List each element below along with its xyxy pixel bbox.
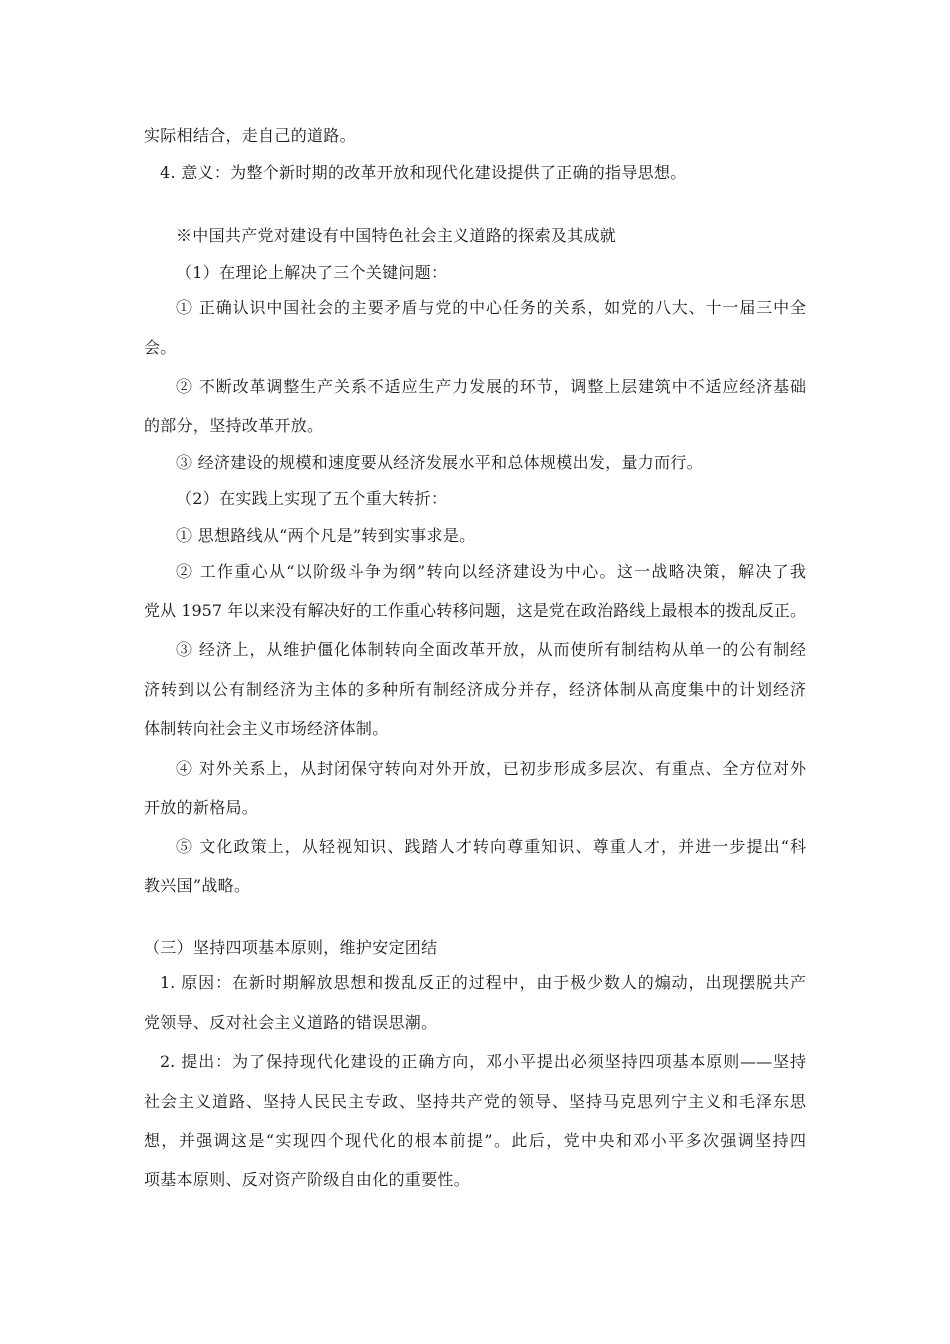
paragraph-line: ③ 经济上，从维护僵化体制转向全面改革开放，从而使所有制结构从单一的公有制经 bbox=[176, 640, 806, 659]
paragraph-line: ① 正确认识中国社会的主要矛盾与党的中心任务的关系，如党的八大、十一届三中全 bbox=[176, 298, 806, 317]
paragraph-line: 体制转向社会主义市场经济体制。 bbox=[144, 719, 389, 738]
paragraph-line: ② 不断改革调整生产关系不适应生产力发展的环节，调整上层建筑中不适应经济基础 bbox=[176, 377, 806, 396]
paragraph-line: 想，并强调这是“实现四个现代化的根本前提”。此后，党中央和邓小平多次强调坚持四 bbox=[144, 1131, 806, 1150]
paragraph-line: 实际相结合，走自己的道路。 bbox=[144, 126, 356, 145]
subsection-heading: （2）在实践上实现了五个重大转折： bbox=[176, 489, 448, 508]
paragraph-line: ④ 对外关系上，从封闭保守转向对外开放，已初步形成多层次、有重点、全方位对外 bbox=[176, 759, 806, 778]
paragraph-line: 4. 意义：为整个新时期的改革开放和现代化建设提供了正确的指导思想。 bbox=[160, 163, 687, 182]
paragraph-line: 2. 提出：为了保持现代化建设的正确方向，邓小平提出必须坚持四项基本原则——坚持 bbox=[160, 1052, 806, 1071]
paragraph-line: 的部分，坚持改革开放。 bbox=[144, 416, 324, 435]
paragraph-line: 党领导、反对社会主义道路的错误思潮。 bbox=[144, 1013, 438, 1032]
section-heading: （三）坚持四项基本原则，维护安定团结 bbox=[144, 938, 438, 957]
paragraph-line: ① 思想路线从“两个凡是”转到实事求是。 bbox=[176, 526, 476, 545]
paragraph-line: 党从 1957 年以来没有解决好的工作重心转移问题，这是党在政治路线上最根本的拨乱反正。 bbox=[144, 601, 806, 620]
paragraph-line: ③ 经济建设的规模和速度要从经济发展水平和总体规模出发，量力而行。 bbox=[176, 453, 703, 472]
paragraph-line: 会。 bbox=[144, 338, 177, 357]
paragraph-line: ② 工作重心从“以阶级斗争为纲”转向以经济建设为中心。这一战略决策，解决了我 bbox=[176, 562, 806, 581]
paragraph-line: 济转到以公有制经济为主体的多种所有制经济成分并存，经济体制从高度集中的计划经济 bbox=[144, 680, 806, 699]
subsection-heading: （1）在理论上解决了三个关键问题： bbox=[176, 263, 448, 282]
paragraph-line: ⑤ 文化政策上，从轻视知识、践踏人才转向尊重知识、尊重人才，并进一步提出“科 bbox=[176, 837, 806, 856]
paragraph-line: 项基本原则、反对资产阶级自由化的重要性。 bbox=[144, 1170, 471, 1189]
paragraph-line: 开放的新格局。 bbox=[144, 798, 259, 817]
paragraph-line: 社会主义道路、坚持人民民主专政、坚持共产党的领导、坚持马克思列宁主义和毛泽东思 bbox=[144, 1092, 806, 1111]
section-heading: ※中国共产党对建设有中国特色社会主义道路的探索及其成就 bbox=[176, 226, 617, 245]
paragraph-line: 教兴国”战略。 bbox=[144, 876, 251, 895]
paragraph-line: 1. 原因：在新时期解放思想和拨乱反正的过程中，由于极少数人的煽动，出现摆脱共产 bbox=[160, 973, 806, 992]
